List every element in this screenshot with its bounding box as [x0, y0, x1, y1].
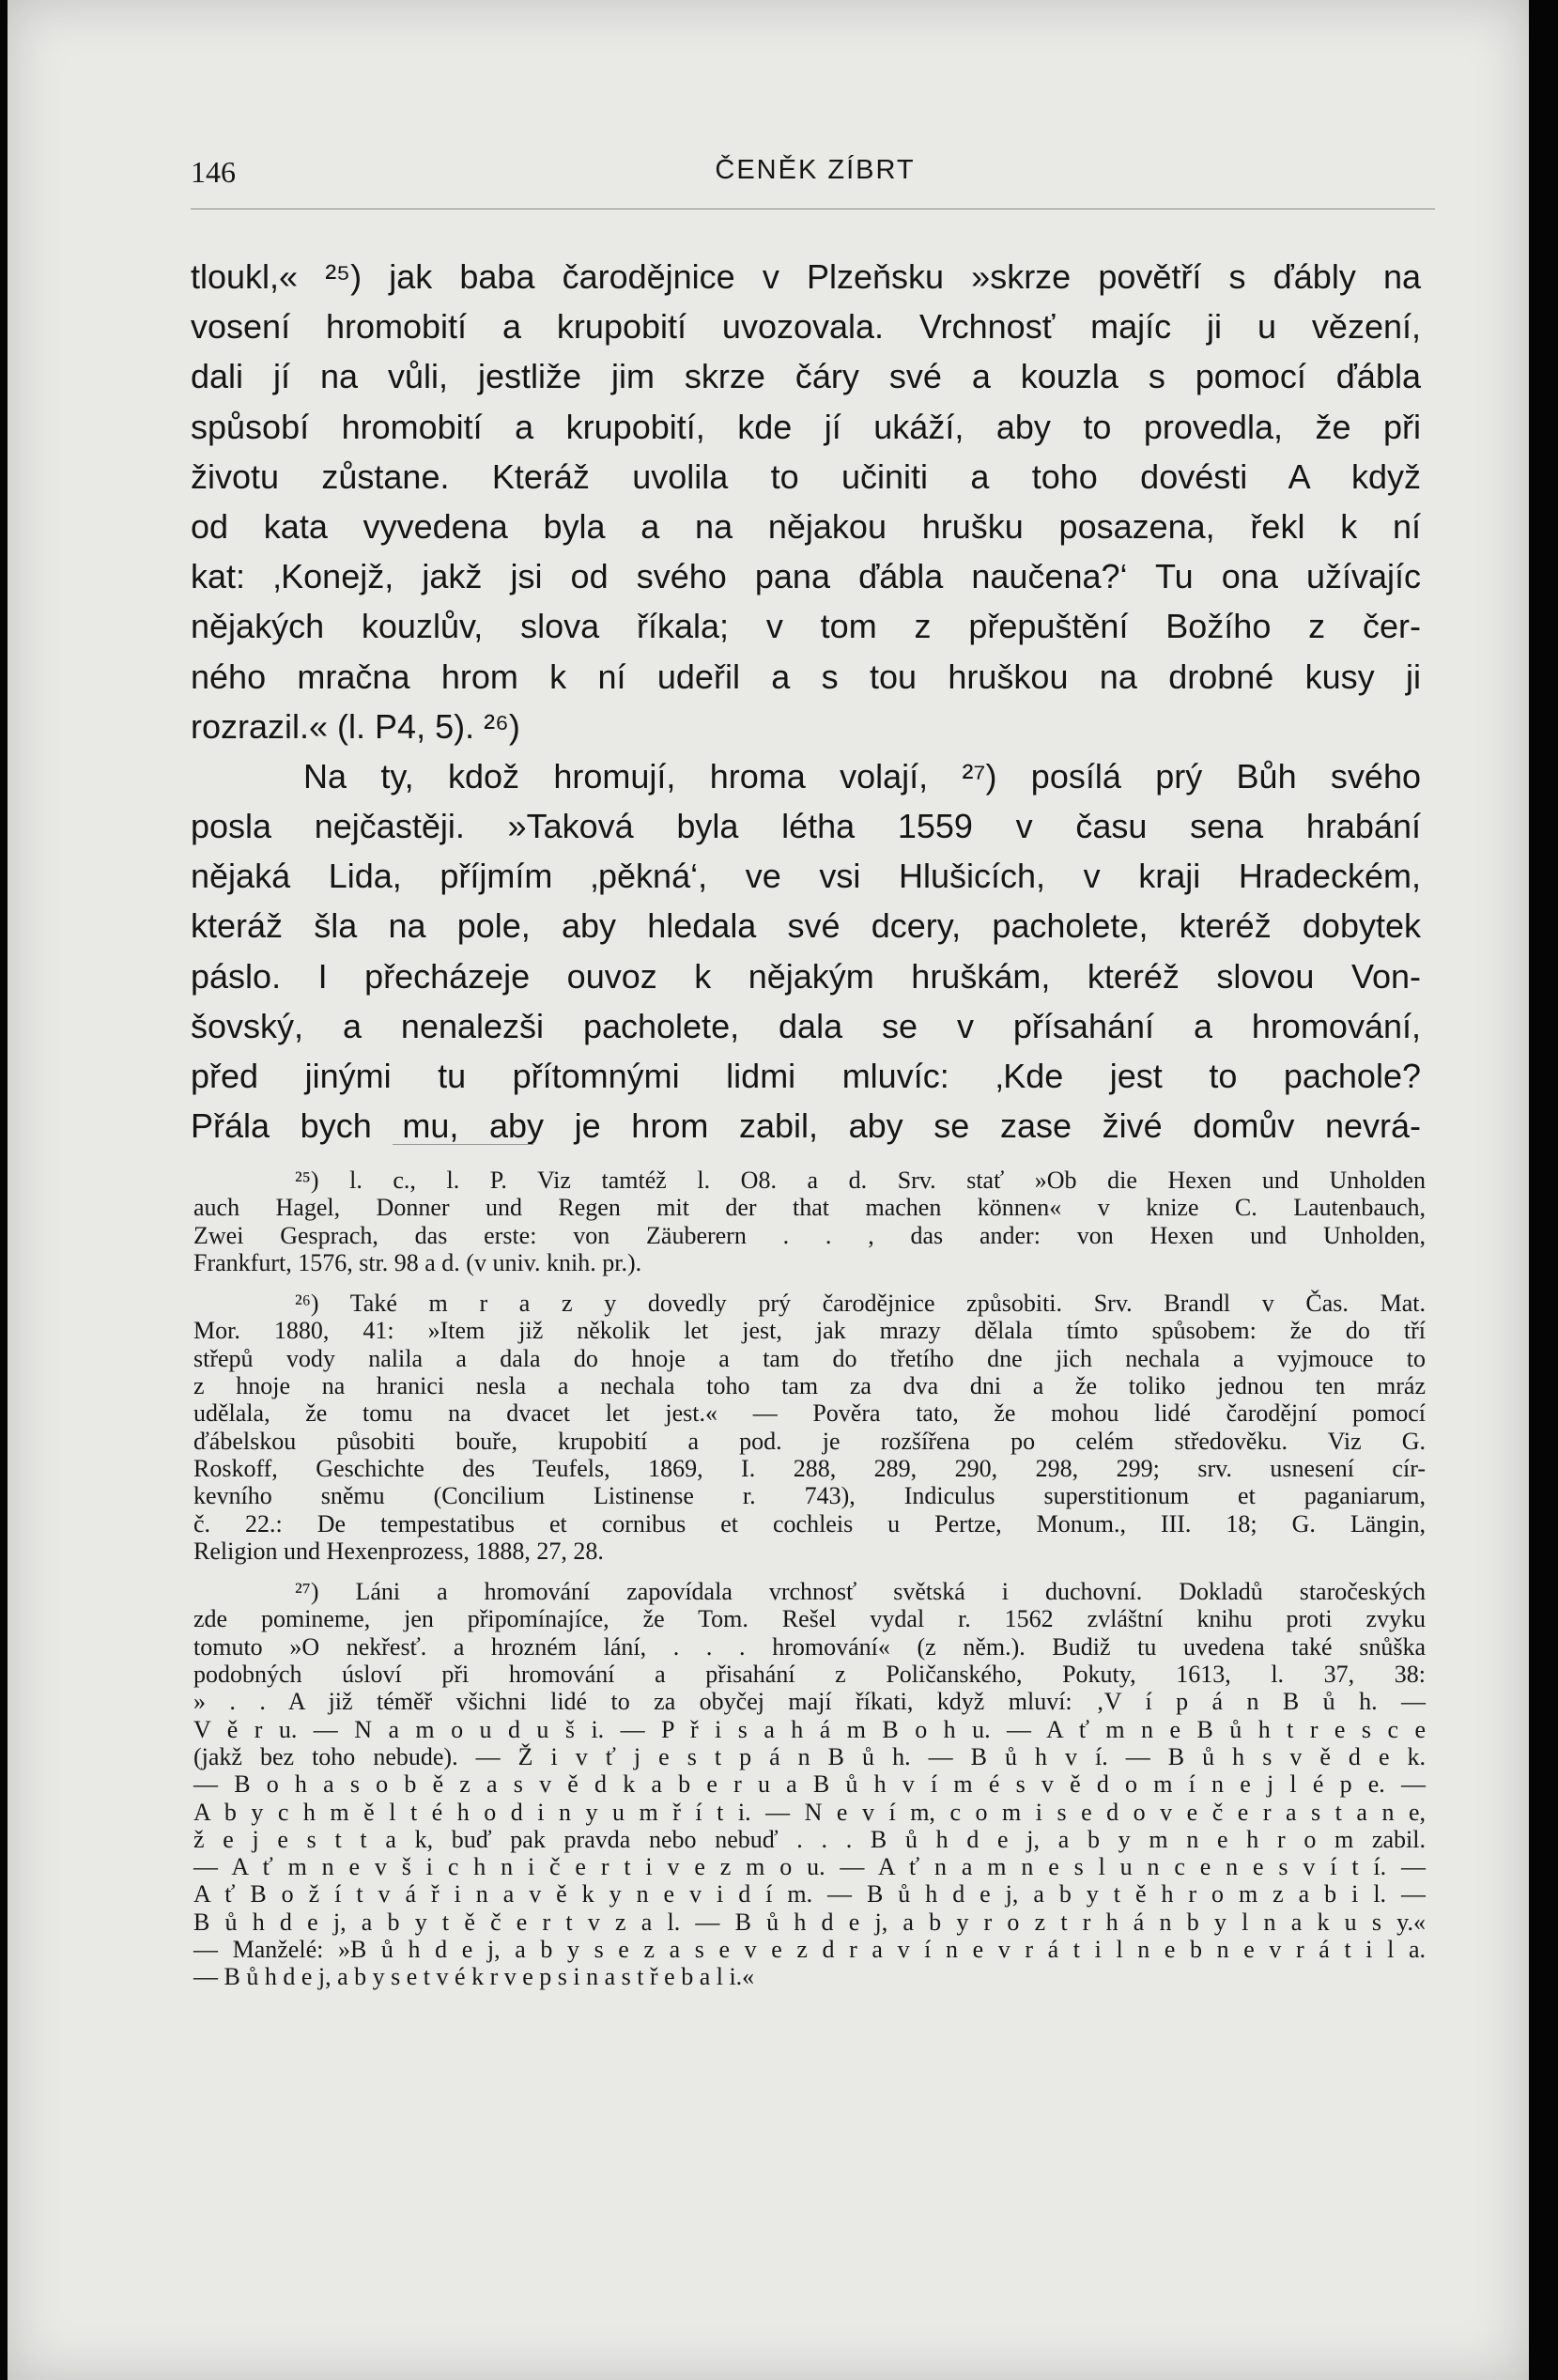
text-line: posla nejčastěji. »Taková byla létha 1559 v času sena hrabání [191, 807, 1421, 846]
text-line: spůsobí hromobití a krupobití, kde jí ukáží, aby to provedla, že při [191, 407, 1421, 446]
text-line: životu zůstane. Kteráž uvolila to učiniti a toho dovésti A když [191, 456, 1421, 496]
footnote-line: ž e j e s t t a k, buď pak pravda nebo nebuď . . . B ů h d e j, a b y m n e h r o m zabil. [193, 1825, 1426, 1853]
footnote-line: » . . A již téměř všichni lidé to za obyčej mají říkati, když mluví: ‚V í p á n B ů h. — [193, 1688, 1426, 1716]
footnote-line: tomuto »O nekřesť. a hrozném lání, . . . hromování« (z něm.). Budiž tu uvedena také snůška [193, 1632, 1426, 1661]
footnote-line: A b y c h m ě l t é h o d i n y u m ř í t i. — N e v í m, c o m i s e d o v e č e r a s t a n e, [193, 1798, 1426, 1826]
footnote-line: — Manželé: »B ů h d e j, a b y s e z a s e v e z d r a v í n e v r á t i l n e b n e v r á t i l a. [193, 1936, 1426, 1964]
footnote-line: ²⁵) l. c., l. P. Viz tamtéž l. O8. a d. Srv. stať »Ob die Hexen und Unholden [295, 1167, 1426, 1194]
footnote-line: — B o h a s o b ě z a s v ě d k a b e r u a B ů h v í m é s v ě d o m í n e j l é p e. — [193, 1770, 1426, 1799]
scan-edge [1529, 0, 1558, 2380]
page-number: 146 [191, 155, 236, 189]
footnote-line: Mor. 1880, 41: »Item již několik let jest, jak mrazy dělala tímto spůsobem: že do tří [193, 1317, 1426, 1345]
footnote-line: — B ů h d e j, a b y s e t v é k r v e p s i n a s t ř e b a l i.« [193, 1963, 755, 1991]
footnote-line: podobných úsloví při hromování a přisahání z Poličanského, Pokuty, 1613, l. 37, 38: [193, 1661, 1426, 1689]
text-line: nějakých kouzlův, slova říkala; v tom z přepuštění Božího z čer- [191, 607, 1421, 646]
text-line: před jinými tu přítomnými lidmi mluvíc: ‚Kde jest to pachole? [191, 1057, 1421, 1095]
footnote-line: ďábelskou působiti bouře, krupobití a pod. je rozšířena po celém středověku. Viz G. [193, 1427, 1426, 1455]
footnote-line: auch Hagel, Donner und Regen mit der that machen können« v knize C. Lautenbauch, [193, 1194, 1426, 1222]
text-line: páslo. I přecházeje ouvoz k nějakým hruškám, kteréž slovou Von- [191, 956, 1421, 996]
text-line: rozrazil.« (l. P4, 5). ²⁶) [191, 706, 520, 746]
footnote-line: střepů vody nalila a dala do hnoje a tam do třetího dne jich nechala a vyjmouce to [193, 1344, 1426, 1372]
text-line: od kata vyvedena byla a na nějakou hrušku posazena, řekl k ní [191, 506, 1421, 546]
footnote-line: ²⁶) Také m r a z y dovedly prý čarodějnice způsobiti. Srv. Brandl v Čas. Mat. [295, 1290, 1426, 1318]
text-line: ného mračna hrom k ní udeřil a s tou hruškou na drobné kusy ji [191, 657, 1421, 696]
footnote-rule [393, 1144, 533, 1145]
footnote-line: ²⁷) Láni a hromování zapovídala vrchnosť světská i duchovní. Dokladů staročeských [295, 1578, 1426, 1606]
footnote-line: Roskoff, Geschichte des Teufels, 1869, I. 288, 289, 290, 298, 299; srv. usnesení cír- [193, 1454, 1426, 1482]
footnote-line: kevního sněmu (Concilium Listinense r. 743), Indiculus superstitionum et paganiarum, [193, 1482, 1426, 1510]
text-line: vosení hromobití a krupobití uvozovala. Vrchnosť majíc ji u vězení, [191, 307, 1421, 347]
text-line: Přála bych mu, aby je hrom zabil, aby se zase živé domův nevrá- [191, 1106, 1421, 1146]
footnote-line: č. 22.: De tempestatibus et cornibus et cochleis u Pertze, Monum., III. 18; G. Längin, [193, 1509, 1426, 1538]
footnote-line: Religion und Hexenprozess, 1888, 27, 28. [193, 1537, 604, 1565]
text-line: kat: ‚Konejž, jakž jsi od svého pana ďábla naučena?‘ Tu ona užívajíc [191, 557, 1421, 596]
footnote-27 [193, 1578, 1426, 1990]
text-line: tloukl,« ²⁵) jak baba čarodějnice v Plzeňsku »skrze povětří s ďábly na [191, 257, 1421, 296]
footnotes [193, 1167, 1426, 1991]
footnote-25 [193, 1167, 1426, 1276]
running-head: ČENĚK ZÍBRT [715, 155, 916, 185]
footnote-line: zde pomineme, jen připomínajíce, že Tom. Rešel vydal r. 1562 zvláštní knihu proti zvyku [193, 1605, 1426, 1633]
main-text [191, 252, 1421, 1151]
footnote-line: udělala, že tomu na dvacet let jest.« — Pověra tato, že mohou lidé čarodějní pomocí [193, 1399, 1426, 1428]
footnote-26 [193, 1290, 1426, 1565]
text-line: kteráž šla na pole, aby hledala své dcery, pacholete, kteréž dobytek [191, 906, 1421, 946]
footnote-line: B ů h d e j, a b y t ě č e r t v z a l. — B ů h d e j, a b y r o z t r h á n b y l n a k u s y.« [193, 1908, 1426, 1936]
footnote-line: (jakž bez toho nebude). — Ž i v ť j e s t p á n B ů h. — B ů h v í. — B ů h s v ě d e k. [193, 1742, 1426, 1770]
text-line: Na ty, kdož hromují, hroma volají, ²⁷) posílá prý Bůh svého [303, 756, 1421, 796]
text-line: šovský, a nenalezši pacholete, dala se v přísahání a hromování, [191, 1006, 1421, 1045]
page-header [191, 155, 1440, 197]
text-line: dali jí na vůli, jestliže jim skrze čáry své a kouzla s pomocí ďábla [191, 357, 1421, 396]
footnote-line: A ť B o ž í t v á ř i n a v ě k y n e v i d í m. — B ů h d e j, a b y t ě h r o m z a b i l. — [193, 1880, 1426, 1909]
footnote-line: Frankfurt, 1576, str. 98 a d. (v univ. knih. pr.). [193, 1248, 642, 1276]
footnote-line: Zwei Gesprach, das erste: von Zäuberern . . , das ander: von Hexen und Unholden, [193, 1221, 1426, 1249]
footnote-line: V ě r u. — N a m o u d u š i. — P ř i s a h á m B o h u. — A ť m n e B ů h t r e s c e [193, 1715, 1426, 1743]
footnote-line: — A ť m n e v š i c h n i č e r t i v e z m o u. — A ť n a m n e s l u n c e n e s v í t í. — [193, 1853, 1426, 1881]
footnote-line: z hnoje na hranici nesla a nechala toho tam za dva dni a že toliko jednou ten mráz [193, 1372, 1426, 1400]
book-page [8, 0, 1529, 2380]
text-line: nějaká Lida, příjmím ‚pěkná‘, ve vsi Hlušicích, v kraji Hradeckém, [191, 857, 1421, 896]
